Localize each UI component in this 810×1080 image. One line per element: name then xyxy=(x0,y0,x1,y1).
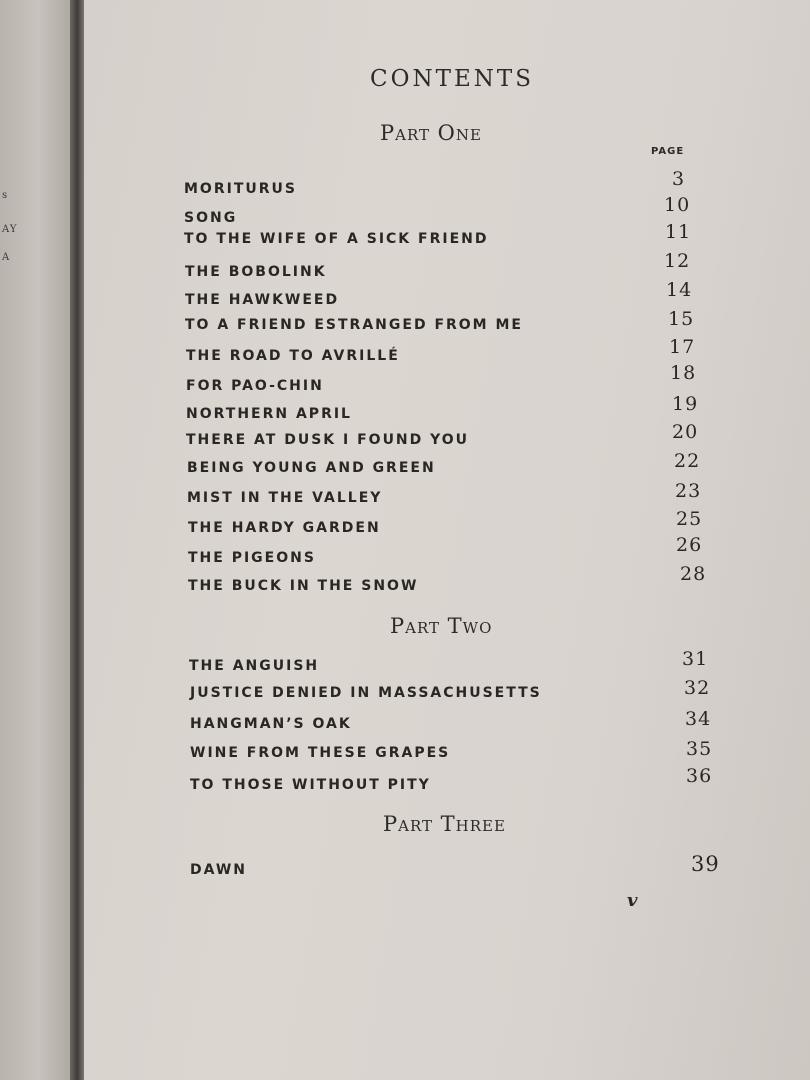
toc-entry-page: 31 xyxy=(682,648,709,670)
toc-entry-title: THE BUCK IN THE SNOW xyxy=(188,578,419,594)
toc-entry-title: BEING YOUNG AND GREEN xyxy=(187,460,436,476)
toc-entry-title: TO A FRIEND ESTRANGED FROM ME xyxy=(185,317,523,333)
toc-entry-title: THERE AT DUSK I FOUND YOU xyxy=(186,432,470,448)
page-folio: v xyxy=(627,890,638,911)
part-heading: Part Three xyxy=(383,812,506,836)
part-heading: Part One xyxy=(380,121,482,145)
toc-entry-title: THE ANGUISH xyxy=(189,658,320,674)
toc-entry-title: THE BOBOLINK xyxy=(185,264,327,280)
page-title: CONTENTS xyxy=(370,66,534,92)
toc-entry-page: 28 xyxy=(680,563,707,585)
toc-entry-page: 3 xyxy=(672,168,686,190)
toc-entry-page: 14 xyxy=(666,279,693,301)
facing-page-fragment: s xyxy=(2,190,9,201)
toc-entry-title: TO THE WIFE OF A SICK FRIEND xyxy=(184,231,489,247)
toc-entry-page: 36 xyxy=(686,765,713,787)
facing-page-fragment: AY xyxy=(2,224,18,235)
toc-entry-page: 35 xyxy=(686,738,713,760)
toc-entry-title: MORITURUS xyxy=(184,181,297,197)
toc-entry-page: 32 xyxy=(684,677,711,699)
toc-entry-title: THE PIGEONS xyxy=(188,550,316,566)
facing-page-fragment: A xyxy=(2,252,11,263)
part-heading: Part Two xyxy=(390,614,493,638)
toc-entry-title: THE HARDY GARDEN xyxy=(188,520,381,536)
toc-entry-title: SONG xyxy=(184,210,238,226)
toc-entry-page: 20 xyxy=(672,421,699,443)
toc-entry-page: 12 xyxy=(664,250,691,272)
toc-entry-title: FOR PAO-CHIN xyxy=(186,378,324,394)
toc-entry-title: THE HAWKWEED xyxy=(185,292,340,308)
toc-entry-title: HANGMAN’S OAK xyxy=(190,716,352,732)
contents-page xyxy=(84,0,810,1080)
toc-entry-title: JUSTICE DENIED IN MASSACHUSETTS xyxy=(190,685,542,701)
facing-page xyxy=(0,0,76,1080)
toc-entry-title: TO THOSE WITHOUT PITY xyxy=(190,777,431,793)
page-column-label: PAGE xyxy=(651,146,685,157)
toc-entry-page: 26 xyxy=(676,534,703,556)
toc-entry-title: MIST IN THE VALLEY xyxy=(187,490,383,506)
toc-entry-title: NORTHERN APRIL xyxy=(186,406,352,422)
toc-entry-page: 22 xyxy=(674,450,701,472)
toc-entry-page: 19 xyxy=(672,393,699,415)
toc-entry-page: 23 xyxy=(675,480,702,502)
toc-entry-page: 15 xyxy=(668,308,695,330)
toc-entry-page: 39 xyxy=(691,852,720,876)
toc-entry-page: 18 xyxy=(670,362,697,384)
toc-entry-title: WINE FROM THESE GRAPES xyxy=(190,745,451,761)
toc-entry-page: 11 xyxy=(665,221,692,243)
toc-entry-title: DAWN xyxy=(190,862,247,878)
toc-entry-title: THE ROAD TO AVRILLÉ xyxy=(186,348,400,364)
toc-entry-page: 10 xyxy=(664,194,691,216)
toc-entry-page: 34 xyxy=(685,708,712,730)
toc-entry-page: 25 xyxy=(676,508,703,530)
toc-entry-page: 17 xyxy=(669,336,696,358)
